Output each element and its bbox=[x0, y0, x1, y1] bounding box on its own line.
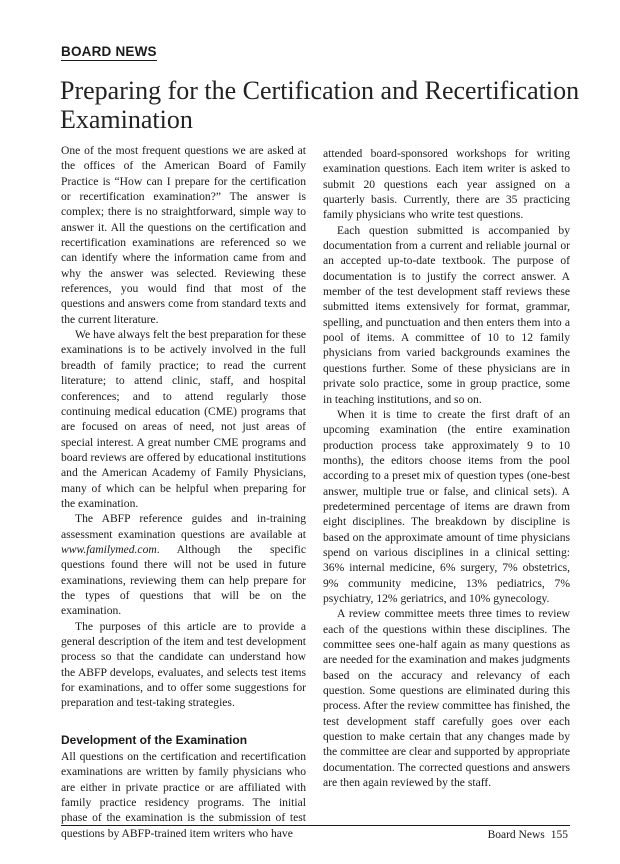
footer-rule bbox=[61, 825, 570, 826]
footer-label: Board News bbox=[487, 829, 545, 841]
paragraph-text: The ABFP reference guides and in-training assessment examination questions are available at bbox=[61, 512, 306, 541]
paragraph: One of the most frequent questions we are asked at the offices of the American Board of Family Practice is “How can I prepare for the certification or recertification examination?” The answer is complex; there is no straightforward, simple way to answer it. All the questions on the certification and recertification examinations are referenced so we can identify where the information came from and why the answer was selected. Reviewing these references, you would find that most of the questions and answers come from standard texts and the current literature. bbox=[61, 144, 306, 326]
article-title: Preparing for the Certification and Recertification Examination bbox=[60, 76, 580, 134]
paragraph: When it is time to create the first draft of an upcoming examination (the entire examination production process take approximately 9 to 10 months), the editors choose items from the pool according to a preset mix of question types (one-best answer, multiple true or false, and clinical sets). A predetermined percentage of items are drawn from eight disciplines. The breakdown by discipline is based on the approximate amount of time physicians spend on various disciplines in a clinical setting: 36% internal medicine, 6% surgery, 7% obstetrics, 9% community medicine, 13% pediatrics, 7% psychiatry, 12% geriatrics, and 10% gynecology. bbox=[323, 407, 570, 605]
paragraph bbox=[61, 511, 306, 618]
paragraph: attended board-sponsored workshops for writing examination questions. Each item writer is asked to submit 20 questions each year assigned on a quarterly basis. Currently, there are 35 practicing family physicians who write test questions. bbox=[323, 147, 570, 222]
paragraph: The purposes of this article are to provide a general description of the item and test development process so that the candidate can understand how the ABFP develops, evaluates, and selects test items for examinations, and to offer some suggestions for preparation and test-taking strategies. bbox=[61, 619, 306, 710]
page-footer bbox=[488, 829, 568, 841]
left-column bbox=[61, 143, 306, 841]
paragraph-text: . Although the specific questions found there will not be used in future examinations, reviewing them can help prepare for the types of questions that will be on the examination. bbox=[61, 542, 306, 618]
right-column bbox=[323, 146, 570, 790]
website-link[interactable]: www.familymed.com bbox=[61, 542, 157, 556]
page-number: 155 bbox=[550, 829, 568, 841]
section-label: BOARD NEWS bbox=[61, 44, 157, 59]
paragraph: A review committee meets three times to review each of the questions within these disciplines. The committee sees one-half again as many questions as are needed for the examination and makes judgments based on the accuracy and relevancy of each question. Some questions are eliminated during this process. After the review committee has finished, the test development staff carefully goes over each question to make certain that any changes made by the committee are clear and supported by appropriate documentation. The corrected questions and answers are then again reviewed by the staff. bbox=[323, 607, 570, 790]
paragraph: Each question submitted is accompanied by documentation from a current and reliable journal or an accepted up-to-date textbook. The purpose of documentation is to justify the correct answer. A member of the test development staff reviews these submitted items extensively for format, grammar, spelling, and punctuation and then enters them into a pool of items. A committee of 10 to 12 family physicians from varied backgrounds examines the questions further. Some of these physicians are in private solo practice, some in group practice, some in teaching institutions, and so on. bbox=[323, 223, 570, 406]
paragraph: We have always felt the best preparation for these examinations is to be actively involved in the full breadth of family practice; to read the current literature; to attend clinic, staff, and hospital conferences; and to attend regularly those continuing medical education (CME) programs that are focused on areas of need, not just areas of special interest. A great number CME programs and board reviews are offered by educational institutions and the American Academy of Family Physicians, many of which can be helpful when preparing for the examination. bbox=[61, 328, 306, 510]
paragraph: All questions on the certification and recertification examinations are written by family physicians who are either in private practice or are affiliated with family practice residency programs. The initial phase of the examination is the submission of test questions by ABFP-trained item writers who have bbox=[61, 750, 306, 840]
section-subheading: Development of the Examination bbox=[61, 732, 248, 747]
